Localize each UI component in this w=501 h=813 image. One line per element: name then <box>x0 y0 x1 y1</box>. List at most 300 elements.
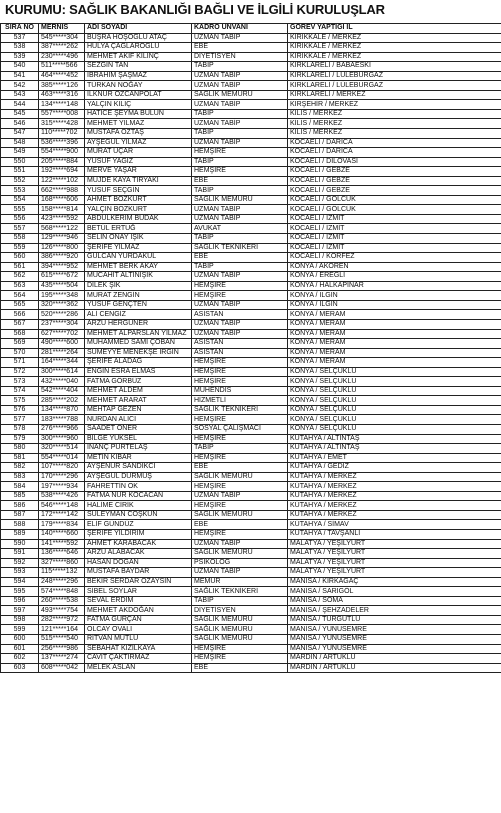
cell-adi-soyadi: HASAN DOĞAN <box>85 558 192 568</box>
cell-adi-soyadi: RITVAN MUTLU <box>85 635 192 645</box>
table-row <box>1 396 501 406</box>
table-row <box>1 33 501 43</box>
cell-adi-soyadi: SÜLEYMAN COŞKUN <box>85 510 192 520</box>
table-body <box>1 33 501 673</box>
cell-kadro-unvani: MEMUR <box>192 577 288 587</box>
table-row <box>1 482 501 492</box>
cell-gorev-yeri: KOCAELİ / İZMİT <box>288 224 501 234</box>
cell-gorev-yeri: KONYA / SELÇUKLU <box>288 367 501 377</box>
cell-adi-soyadi: ENGİN ESRA ELMAS <box>85 367 192 377</box>
cell-gorev-yeri: MANİSA / ŞEHZADELER <box>288 606 501 616</box>
cell-mernis: 385*****126 <box>39 81 85 91</box>
cell-kadro-unvani: UZMAN TABİP <box>192 119 288 129</box>
table-row <box>1 663 501 673</box>
table-row <box>1 186 501 196</box>
cell-kadro-unvani: ASİSTAN <box>192 339 288 349</box>
cell-kadro-unvani: UZMAN TABİP <box>192 491 288 501</box>
cell-gorev-yeri: KONYA / SELÇUKLU <box>288 386 501 396</box>
cell-kadro-unvani: HEMŞİRE <box>192 415 288 425</box>
cell-sira-no: 584 <box>1 482 39 492</box>
cell-mernis: 662*****988 <box>39 186 85 196</box>
cell-gorev-yeri: KÜTAHYA / SİMAV <box>288 520 501 530</box>
cell-gorev-yeri: KIRKLARELİ / BABAESKİ <box>288 62 501 72</box>
cell-kadro-unvani: UZMAN TABİP <box>192 33 288 43</box>
cell-mernis: 179*****834 <box>39 520 85 530</box>
cell-gorev-yeri: KÜTAHYA / MERKEZ <box>288 491 501 501</box>
cell-sira-no: 553 <box>1 186 39 196</box>
cell-gorev-yeri: KOCAELİ / GEBZE <box>288 176 501 186</box>
cell-mernis: 230*****496 <box>39 52 85 62</box>
cell-gorev-yeri: KÜTAHYA / MERKEZ <box>288 510 501 520</box>
table-row <box>1 52 501 62</box>
cell-sira-no: 556 <box>1 214 39 224</box>
table-row <box>1 339 501 349</box>
table-row <box>1 62 501 72</box>
cell-sira-no: 562 <box>1 272 39 282</box>
table-row <box>1 167 501 177</box>
cell-sira-no: 586 <box>1 501 39 511</box>
cell-sira-no: 559 <box>1 243 39 253</box>
cell-gorev-yeri: KÜTAHYA / ALTINTAŞ <box>288 444 501 454</box>
cell-mernis: 520*****286 <box>39 310 85 320</box>
table-row <box>1 90 501 100</box>
cell-sira-no: 547 <box>1 129 39 139</box>
table-row <box>1 529 501 539</box>
table-row <box>1 348 501 358</box>
cell-adi-soyadi: MERVE YAŞAR <box>85 167 192 177</box>
cell-mernis: 435*****504 <box>39 281 85 291</box>
cell-kadro-unvani: HEMŞİRE <box>192 482 288 492</box>
cell-gorev-yeri: KIRKLARELİ / LÜLEBURGAZ <box>288 71 501 81</box>
table-row <box>1 81 501 91</box>
cell-gorev-yeri: KÜTAHYA / MERKEZ <box>288 482 501 492</box>
cell-adi-soyadi: HATİCE ŞEYMA BULUN <box>85 109 192 119</box>
cell-mernis: 432*****040 <box>39 377 85 387</box>
cell-kadro-unvani: UZMAN TABİP <box>192 539 288 549</box>
cell-gorev-yeri: KİLİS / MERKEZ <box>288 129 501 139</box>
cell-gorev-yeri: KONYA / MERAM <box>288 339 501 349</box>
cell-kadro-unvani: TABİP <box>192 234 288 244</box>
cell-mernis: 536*****396 <box>39 138 85 148</box>
cell-sira-no: 587 <box>1 510 39 520</box>
cell-adi-soyadi: MEHMET ALDEM <box>85 386 192 396</box>
table-row <box>1 472 501 482</box>
cell-adi-soyadi: SEBAHAT KIZILKAYA <box>85 644 192 654</box>
cell-gorev-yeri: KIRKLARELİ / LÜLEBURGAZ <box>288 81 501 91</box>
cell-kadro-unvani: UZMAN TABİP <box>192 205 288 215</box>
cell-kadro-unvani: UZMAN TABİP <box>192 71 288 81</box>
cell-sira-no: 563 <box>1 281 39 291</box>
cell-kadro-unvani: SAĞLIK MEMURU <box>192 90 288 100</box>
cell-sira-no: 596 <box>1 596 39 606</box>
cell-gorev-yeri: KONYA / ILGIN <box>288 300 501 310</box>
table-row <box>1 138 501 148</box>
cell-mernis: 260*****538 <box>39 596 85 606</box>
cell-kadro-unvani: ASİSTAN <box>192 348 288 358</box>
cell-gorev-yeri: KOCAELİ / İZMİT <box>288 243 501 253</box>
cell-sira-no: 576 <box>1 405 39 415</box>
cell-kadro-unvani: SAĞLIK MEMURU <box>192 635 288 645</box>
cell-adi-soyadi: NURDAN ALICI <box>85 415 192 425</box>
cell-kadro-unvani: HEMŞİRE <box>192 358 288 368</box>
cell-adi-soyadi: FATMA GÖRBÜZ <box>85 377 192 387</box>
cell-adi-soyadi: DİLEK ŞİK <box>85 281 192 291</box>
table-row <box>1 491 501 501</box>
cell-gorev-yeri: KONYA / HALKAPINAR <box>288 281 501 291</box>
cell-mernis: 387*****262 <box>39 43 85 53</box>
cell-adi-soyadi: ŞERİFE YILDIRIM <box>85 529 192 539</box>
cell-mernis: 126*****800 <box>39 243 85 253</box>
cell-sira-no: 598 <box>1 615 39 625</box>
table-row <box>1 405 501 415</box>
cell-gorev-yeri: KOCAELİ / GÖLCÜK <box>288 195 501 205</box>
table-row <box>1 176 501 186</box>
cell-mernis: 205*****884 <box>39 157 85 167</box>
cell-mernis: 538*****426 <box>39 491 85 501</box>
cell-sira-no: 581 <box>1 453 39 463</box>
cell-kadro-unvani: EBE <box>192 520 288 530</box>
cell-gorev-yeri: MALATYA / YEŞİLYURT <box>288 558 501 568</box>
cell-kadro-unvani: HEMŞİRE <box>192 377 288 387</box>
cell-gorev-yeri: KOCAELİ / KÖRFEZ <box>288 253 501 263</box>
cell-adi-soyadi: ŞERİFE ALADAĞ <box>85 358 192 368</box>
cell-sira-no: 592 <box>1 558 39 568</box>
cell-adi-soyadi: ELİF GÜNDÜZ <box>85 520 192 530</box>
cell-gorev-yeri: MANİSA / YUNUSEMRE <box>288 635 501 645</box>
cell-sira-no: 583 <box>1 472 39 482</box>
table-row <box>1 377 501 387</box>
cell-kadro-unvani: HEMŞİRE <box>192 148 288 158</box>
cell-adi-soyadi: SELİN ONAY IŞIK <box>85 234 192 244</box>
cell-sira-no: 572 <box>1 367 39 377</box>
cell-adi-soyadi: SİBEL SOYLAR <box>85 587 192 597</box>
cell-sira-no: 579 <box>1 434 39 444</box>
document-title: KURUMU: SAĞLIK BAKANLIĞI BAĞLI VE İLGİLİ KURULUŞLAR <box>5 2 385 17</box>
cell-mernis: 608*****042 <box>39 663 85 673</box>
cell-adi-soyadi: FAHRETTİN OK <box>85 482 192 492</box>
cell-sira-no: 548 <box>1 138 39 148</box>
cell-sira-no: 542 <box>1 81 39 91</box>
cell-kadro-unvani: UZMAN TABİP <box>192 329 288 339</box>
cell-gorev-yeri: KOCAELİ / DARICA <box>288 148 501 158</box>
table-row <box>1 310 501 320</box>
cell-kadro-unvani: ASİSTAN <box>192 310 288 320</box>
cell-kadro-unvani: EBE <box>192 663 288 673</box>
staff-table <box>0 23 501 673</box>
cell-kadro-unvani: TABİP <box>192 596 288 606</box>
cell-kadro-unvani: UZMAN TABİP <box>192 319 288 329</box>
table-row <box>1 272 501 282</box>
cell-adi-soyadi: İBRAHİM ŞAŞMAZ <box>85 71 192 81</box>
cell-gorev-yeri: MANİSA / SARIGÖL <box>288 587 501 597</box>
cell-gorev-yeri: KÜTAHYA / TAVŞANLI <box>288 529 501 539</box>
table-row <box>1 224 501 234</box>
cell-kadro-unvani: HEMŞİRE <box>192 529 288 539</box>
cell-adi-soyadi: BÜŞRA HOŞOĞLU ATAÇ <box>85 33 192 43</box>
cell-kadro-unvani: TABİP <box>192 186 288 196</box>
cell-gorev-yeri: KIRIKKALE / MERKEZ <box>288 33 501 43</box>
cell-mernis: 122*****102 <box>39 176 85 186</box>
cell-sira-no: 557 <box>1 224 39 234</box>
cell-sira-no: 538 <box>1 43 39 53</box>
table-row <box>1 558 501 568</box>
table-row <box>1 501 501 511</box>
cell-adi-soyadi: BEKİR SERDAR ÖZAYSIN <box>85 577 192 587</box>
cell-mernis: 490*****600 <box>39 339 85 349</box>
header-gorev-yaptigi-il: GÖREV YAPTIĞI İL <box>288 24 501 34</box>
cell-adi-soyadi: ŞERİFE YILMAZ <box>85 243 192 253</box>
table-row <box>1 587 501 597</box>
cell-adi-soyadi: TÜRKAN NOĞAY <box>85 81 192 91</box>
cell-sira-no: 571 <box>1 358 39 368</box>
cell-gorev-yeri: MARDİN / ARTUKLU <box>288 654 501 664</box>
cell-mernis: 627*****702 <box>39 329 85 339</box>
cell-gorev-yeri: KÜTAHYA / MERKEZ <box>288 472 501 482</box>
cell-gorev-yeri: KIRIKKALE / MERKEZ <box>288 52 501 62</box>
cell-sira-no: 550 <box>1 157 39 167</box>
cell-kadro-unvani: MÜHENDİS <box>192 386 288 396</box>
cell-gorev-yeri: KIRKLARELİ / MERKEZ <box>288 90 501 100</box>
cell-mernis: 394*****952 <box>39 262 85 272</box>
cell-kadro-unvani: TABİP <box>192 157 288 167</box>
cell-sira-no: 593 <box>1 568 39 578</box>
cell-mernis: 197*****934 <box>39 482 85 492</box>
cell-kadro-unvani: TABİP <box>192 62 288 72</box>
cell-mernis: 110*****702 <box>39 129 85 139</box>
cell-sira-no: 541 <box>1 71 39 81</box>
cell-mernis: 140*****660 <box>39 529 85 539</box>
cell-adi-soyadi: ABDULKERİM BUDAK <box>85 214 192 224</box>
cell-sira-no: 544 <box>1 100 39 110</box>
table-row <box>1 205 501 215</box>
cell-kadro-unvani: TABİP <box>192 109 288 119</box>
cell-mernis: 568*****122 <box>39 224 85 234</box>
table-row <box>1 71 501 81</box>
cell-sira-no: 582 <box>1 463 39 473</box>
cell-sira-no: 590 <box>1 539 39 549</box>
cell-gorev-yeri: KONYA / SELÇUKLU <box>288 377 501 387</box>
cell-gorev-yeri: KONYA / EREĞLİ <box>288 272 501 282</box>
cell-adi-soyadi: METİN KİBAR <box>85 453 192 463</box>
cell-adi-soyadi: CAVİT ÇAKTIRMAZ <box>85 654 192 664</box>
cell-kadro-unvani: TABİP <box>192 262 288 272</box>
cell-adi-soyadi: GÜLCAN YURDAKUL <box>85 253 192 263</box>
cell-kadro-unvani: HEMŞİRE <box>192 367 288 377</box>
cell-adi-soyadi: MÜJDE KAYA TİRYAKİ <box>85 176 192 186</box>
cell-mernis: 134*****148 <box>39 100 85 110</box>
cell-mernis: 511*****566 <box>39 62 85 72</box>
cell-mernis: 129*****946 <box>39 234 85 244</box>
cell-mernis: 327*****860 <box>39 558 85 568</box>
cell-mernis: 300*****614 <box>39 367 85 377</box>
cell-mernis: 121*****164 <box>39 625 85 635</box>
cell-gorev-yeri: MANİSA / SOMA <box>288 596 501 606</box>
cell-mernis: 107*****820 <box>39 463 85 473</box>
cell-sira-no: 603 <box>1 663 39 673</box>
cell-adi-soyadi: FATMA GÜRÇAN <box>85 615 192 625</box>
table-row <box>1 281 501 291</box>
cell-adi-soyadi: SEVAL ERDİM <box>85 596 192 606</box>
cell-adi-soyadi: AYŞEGÜL DURMUŞ <box>85 472 192 482</box>
cell-mernis: 554*****900 <box>39 148 85 158</box>
cell-kadro-unvani: HEMŞİRE <box>192 501 288 511</box>
cell-mernis: 237*****304 <box>39 319 85 329</box>
cell-sira-no: 574 <box>1 386 39 396</box>
cell-sira-no: 546 <box>1 119 39 129</box>
cell-gorev-yeri: KONYA / SELÇUKLU <box>288 424 501 434</box>
cell-sira-no: 589 <box>1 529 39 539</box>
cell-sira-no: 567 <box>1 319 39 329</box>
cell-mernis: 320*****362 <box>39 300 85 310</box>
cell-gorev-yeri: KONYA / ILGIN <box>288 291 501 301</box>
table-row <box>1 463 501 473</box>
cell-mernis: 282*****972 <box>39 615 85 625</box>
cell-gorev-yeri: KÜTAHYA / EMET <box>288 453 501 463</box>
cell-gorev-yeri: KONYA / MERAM <box>288 329 501 339</box>
cell-mernis: 546*****148 <box>39 501 85 511</box>
cell-mernis: 158*****814 <box>39 205 85 215</box>
cell-gorev-yeri: MALATYA / YEŞİLYURT <box>288 539 501 549</box>
cell-adi-soyadi: YUSUF YAĞIZ <box>85 157 192 167</box>
table-row <box>1 568 501 578</box>
cell-mernis: 423*****592 <box>39 214 85 224</box>
header-kadro-unvani: KADRO UNVANI <box>192 24 288 34</box>
cell-mernis: 615*****672 <box>39 272 85 282</box>
cell-adi-soyadi: MUSTAFA BAYDAR <box>85 568 192 578</box>
cell-kadro-unvani: SOSYAL ÇALIŞMACI <box>192 424 288 434</box>
table-row <box>1 157 501 167</box>
cell-kadro-unvani: SAĞLIK TEKNİKERİ <box>192 243 288 253</box>
cell-adi-soyadi: AYŞEGÜL YILMAZ <box>85 138 192 148</box>
table-row <box>1 43 501 53</box>
cell-adi-soyadi: SÜMEYYE MENEKŞE İRGİN <box>85 348 192 358</box>
cell-mernis: 300*****960 <box>39 434 85 444</box>
cell-gorev-yeri: KOCAELİ / DİLOVASI <box>288 157 501 167</box>
cell-sira-no: 539 <box>1 52 39 62</box>
cell-mernis: 168*****606 <box>39 195 85 205</box>
table-row <box>1 214 501 224</box>
cell-adi-soyadi: AYŞENUR SANDIKCI <box>85 463 192 473</box>
cell-adi-soyadi: MELEK ASLAN <box>85 663 192 673</box>
cell-adi-soyadi: MEHMET ARARAT <box>85 396 192 406</box>
cell-sira-no: 565 <box>1 300 39 310</box>
cell-adi-soyadi: FATMA NUR KOCACAN <box>85 491 192 501</box>
cell-mernis: 134*****870 <box>39 405 85 415</box>
cell-mernis: 115*****132 <box>39 568 85 578</box>
cell-kadro-unvani: EBE <box>192 463 288 473</box>
cell-gorev-yeri: KÜTAHYA / ALTINTAŞ <box>288 434 501 444</box>
cell-mernis: 248*****296 <box>39 577 85 587</box>
cell-kadro-unvani: HEMŞİRE <box>192 434 288 444</box>
cell-mernis: 172*****142 <box>39 510 85 520</box>
cell-mernis: 320*****514 <box>39 444 85 454</box>
cell-sira-no: 540 <box>1 62 39 72</box>
cell-kadro-unvani: SAĞLIK TEKNİKERİ <box>192 587 288 597</box>
table-row <box>1 129 501 139</box>
cell-gorev-yeri: KİLİS / MERKEZ <box>288 109 501 119</box>
cell-adi-soyadi: MEHTAP GEZEN <box>85 405 192 415</box>
cell-sira-no: 601 <box>1 644 39 654</box>
cell-mernis: 554*****014 <box>39 453 85 463</box>
cell-mernis: 557*****008 <box>39 109 85 119</box>
table-row <box>1 253 501 263</box>
cell-kadro-unvani: HEMŞİRE <box>192 654 288 664</box>
cell-kadro-unvani: HEMŞİRE <box>192 453 288 463</box>
cell-gorev-yeri: KOCAELİ / İZMİT <box>288 214 501 224</box>
cell-mernis: 515*****540 <box>39 635 85 645</box>
table-row <box>1 654 501 664</box>
cell-gorev-yeri: KONYA / MERAM <box>288 348 501 358</box>
cell-sira-no: 591 <box>1 549 39 559</box>
table-row <box>1 615 501 625</box>
cell-mernis: 195*****348 <box>39 291 85 301</box>
cell-mernis: 192*****694 <box>39 167 85 177</box>
table-row <box>1 434 501 444</box>
cell-adi-soyadi: MEHMET AKDOĞAN <box>85 606 192 616</box>
cell-kadro-unvani: UZMAN TABİP <box>192 568 288 578</box>
table-row <box>1 453 501 463</box>
table-row <box>1 100 501 110</box>
cell-sira-no: 551 <box>1 167 39 177</box>
cell-sira-no: 575 <box>1 396 39 406</box>
cell-kadro-unvani: SAĞLIK TEKNİKERİ <box>192 405 288 415</box>
table-row <box>1 195 501 205</box>
cell-mernis: 545*****304 <box>39 33 85 43</box>
cell-kadro-unvani: HEMŞİRE <box>192 167 288 177</box>
cell-mernis: 137*****274 <box>39 654 85 664</box>
header-mernis: MERNİS <box>39 24 85 34</box>
cell-kadro-unvani: EBE <box>192 43 288 53</box>
cell-sira-no: 561 <box>1 262 39 272</box>
cell-sira-no: 578 <box>1 424 39 434</box>
cell-adi-soyadi: HÜLYA ÇAĞLAROĞLU <box>85 43 192 53</box>
cell-kadro-unvani: TABİP <box>192 129 288 139</box>
table-row <box>1 444 501 454</box>
cell-mernis: 256*****986 <box>39 644 85 654</box>
cell-gorev-yeri: KONYA / MERAM <box>288 358 501 368</box>
cell-adi-soyadi: YALÇIN KILIÇ <box>85 100 192 110</box>
cell-mernis: 463*****316 <box>39 90 85 100</box>
cell-sira-no: 558 <box>1 234 39 244</box>
cell-mernis: 493*****754 <box>39 606 85 616</box>
cell-sira-no: 570 <box>1 348 39 358</box>
cell-gorev-yeri: MANİSA / YUNUSEMRE <box>288 625 501 635</box>
cell-mernis: 183*****788 <box>39 415 85 425</box>
cell-mernis: 170*****296 <box>39 472 85 482</box>
table-row <box>1 319 501 329</box>
cell-adi-soyadi: BİLGE YÜKSEL <box>85 434 192 444</box>
cell-adi-soyadi: MEHMET BERK AKAY <box>85 262 192 272</box>
cell-kadro-unvani: UZMAN TABİP <box>192 100 288 110</box>
cell-gorev-yeri: MANİSA / KIRKAĞAÇ <box>288 577 501 587</box>
cell-sira-no: 594 <box>1 577 39 587</box>
table-row <box>1 234 501 244</box>
cell-sira-no: 566 <box>1 310 39 320</box>
cell-kadro-unvani: SAĞLIK MEMURU <box>192 510 288 520</box>
cell-sira-no: 545 <box>1 109 39 119</box>
cell-gorev-yeri: KÜTAHYA / GEDİZ <box>288 463 501 473</box>
table-row <box>1 549 501 559</box>
cell-kadro-unvani: SAĞLIK MEMURU <box>192 615 288 625</box>
cell-adi-soyadi: MEHMET AKİF KILINÇ <box>85 52 192 62</box>
cell-mernis: 285*****202 <box>39 396 85 406</box>
cell-sira-no: 564 <box>1 291 39 301</box>
cell-sira-no: 600 <box>1 635 39 645</box>
cell-adi-soyadi: YUSUF GENÇTEN <box>85 300 192 310</box>
cell-kadro-unvani: UZMAN TABİP <box>192 138 288 148</box>
table-row <box>1 635 501 645</box>
cell-sira-no: 569 <box>1 339 39 349</box>
